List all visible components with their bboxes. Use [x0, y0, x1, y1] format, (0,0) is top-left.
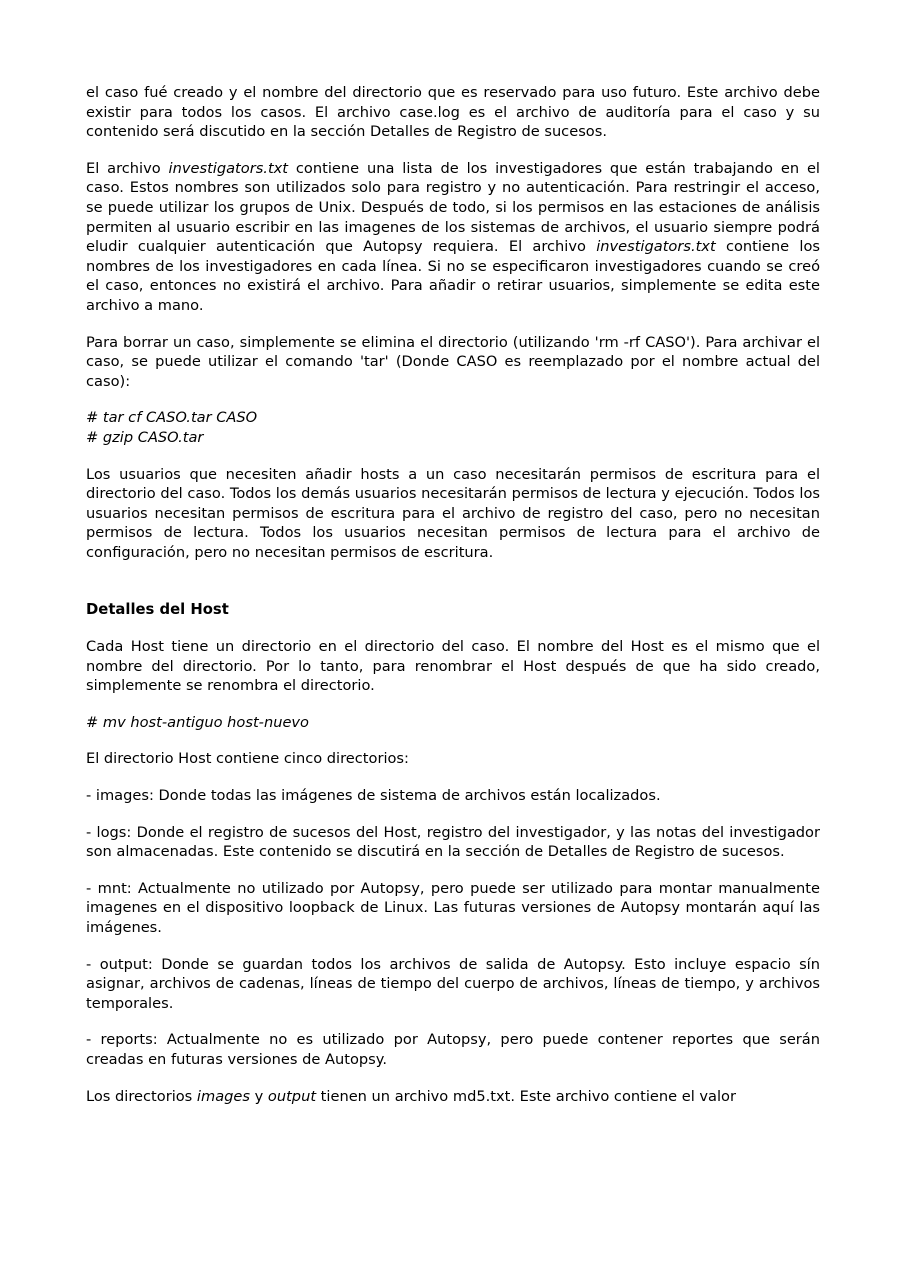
paragraph-md5-text-1: Los directorios [86, 1087, 197, 1105]
paragraph-md5-text-3: tienen un archivo md5.txt. Este archivo contiene el valor [316, 1087, 736, 1105]
paragraph-host-directory: Cada Host tiene un directorio en el directorio del caso. El nombre del Host es el mismo que el nombre del directorio. Por lo tanto, para renombrar el Host después de que ha sido creado, simplemente se renombra el directorio. [86, 638, 820, 695]
command-gzip: # gzip CASO.tar [86, 428, 204, 446]
filename-investigators-txt-2: investigators.txt [596, 238, 716, 256]
list-item-mnt: - mnt: Actualmente no utilizado por Autopsy, pero puede ser utilizado para montar manualmente imagenes en el dispositivo loopback de Linux. Las futuras versiones de Autopsy montarán aquí las imágenes. [86, 879, 820, 936]
list-item-images: - images: Donde todas las imágenes de sistema de archivos están localizados. [86, 787, 661, 805]
paragraph-investigators [86, 159, 820, 316]
paragraph-md5-file [86, 1087, 820, 1107]
directory-name-images: images [196, 1087, 250, 1105]
paragraph-investigators-text-1: El archivo [86, 159, 169, 177]
paragraph-case-log: el caso fué creado y el nombre del directorio que es reservado para uso futuro. Este archivo debe existir para todos los casos. El archivo case.log es el archivo de auditoría para el caso y su contenido será discutido en la sección Detalles de Registro de sucesos. [86, 84, 820, 141]
list-item-reports: - reports: Actualmente no es utilizado por Autopsy, pero puede contener reportes que serán creadas en futuras versiones de Autopsy. [86, 1031, 820, 1068]
command-block-mv [86, 713, 820, 733]
command-tar: # tar cf CASO.tar CASO [86, 409, 258, 427]
directory-name-output: output [267, 1087, 317, 1105]
paragraph-investigators-text-2: contiene una lista de los investigadores que están trabajando en el caso. Estos nombres son utilizados solo para registro y no autenticación. Para restringir el acceso, se puede utilizar los grupos de Unix. Después de todo, si los permisos en las estaciones de análisis permiten al usuario escribir en las imagenes de los sistemas de archivos, el usuario siempre podrá eludir cualquier autenticación que Autopsy requiera. El archivo [86, 159, 820, 256]
paragraph-investigators-text-3: contiene los nombres de los investigadores en cada línea. Si no se especificaron investigadores cuando se creó el caso, entonces no existirá el archivo. Para añadir o retirar usuarios, simplemente se edita este archivo a mano. [86, 238, 820, 314]
filename-investigators-txt-1: investigators.txt [168, 159, 289, 177]
command-mv: # mv host-antiguo host-nuevo [86, 713, 309, 731]
paragraph-delete-archive-case: Para borrar un caso, simplemente se elimina el directorio (utilizando 'rm -rf CASO'). Para archivar el caso, se puede utilizar el comando 'tar' (Donde CASO es reemplazado por el nombre actual del caso): [86, 333, 820, 390]
paragraph-md5-text-2: y [249, 1087, 268, 1105]
section-heading-host-details: Detalles del Host [86, 601, 229, 619]
list-item-output: - output: Donde se guardan todos los archivos de salida de Autopsy. Esto incluye espacio sín asignar, archivos de cadenas, líneas de tiempo del cuerpo de archivos, líneas de tiempo, y archivos temporales. [86, 955, 820, 1012]
page-content [86, 83, 820, 1106]
list-item-logs: - logs: Donde el registro de sucesos del Host, registro del investigador, y las notas del investigador son almacenadas. Este contenido se discutirá en la sección de Detalles de Registro de sucesos. [86, 823, 820, 861]
paragraph-host-five-directories: El directorio Host contiene cinco directorios: [86, 750, 409, 768]
command-block-tar [86, 408, 820, 447]
paragraph-permissions: Los usuarios que necesiten añadir hosts a un caso necesitarán permisos de escritura para el directorio del caso. Todos los demás usuarios necesitarán permisos de lectura y ejecución. Todos los usuarios necesitan permisos de escritura para el archivo de registro del caso, pero no necesitan permisos de lectura. Todos los usuarios necesitan permisos de lectura para el archivo de configuración, pero no necesitan permisos de escritura. [86, 465, 820, 561]
section-spacer [86, 579, 820, 600]
